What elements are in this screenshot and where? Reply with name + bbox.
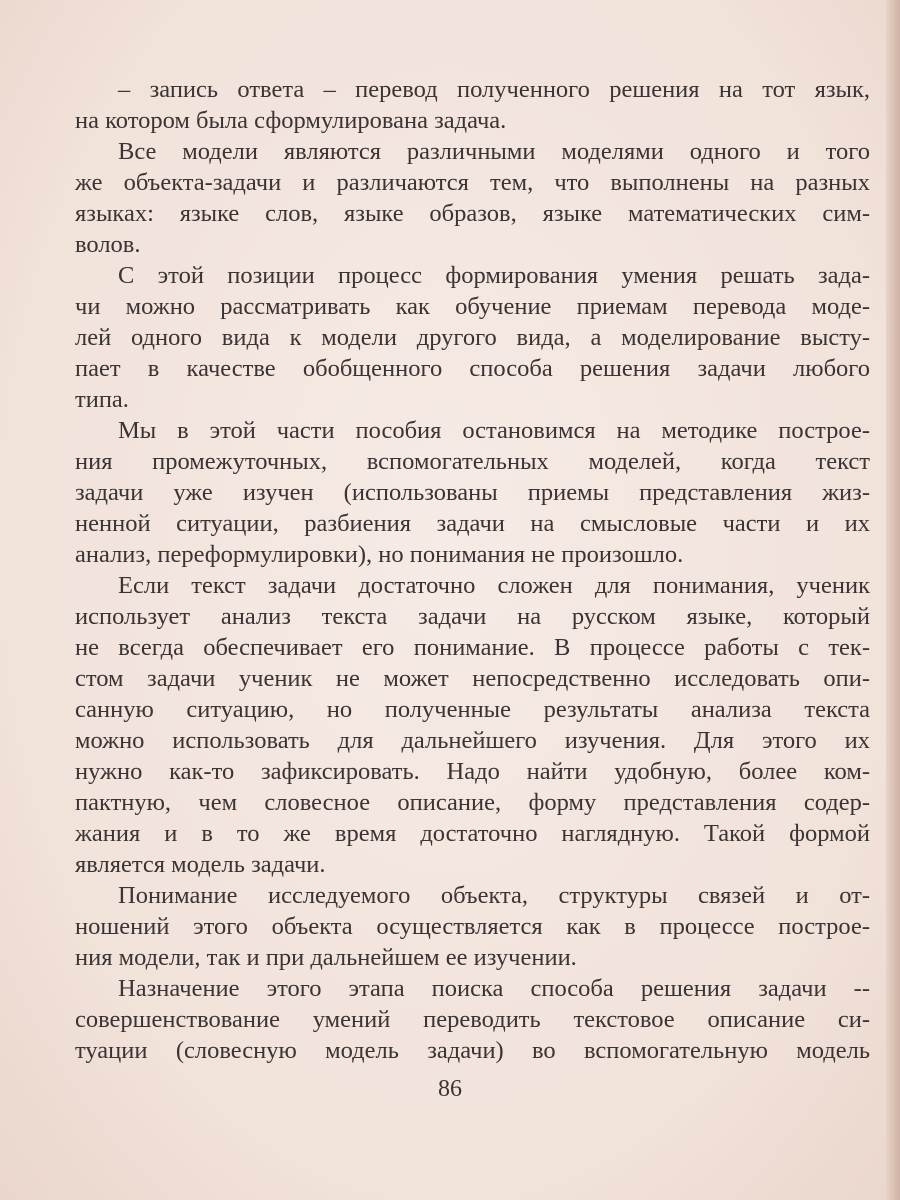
text-line: пает в качестве обобщенного способа решения задачи любого bbox=[75, 355, 870, 382]
text-line: анализ, переформулировки), но понимания не произошло. bbox=[75, 541, 684, 568]
text-line: Назначение этого этапа поиска способа решения задачи -- bbox=[118, 975, 870, 1002]
text-line: Если текст задачи достаточно сложен для понимания, ученик bbox=[118, 572, 870, 599]
page-edge bbox=[886, 0, 900, 1200]
text-line: – запись ответа – перевод полученного решения на тот язык, bbox=[118, 76, 870, 103]
text-line: ния модели, так и при дальнейшем ее изучении. bbox=[75, 944, 577, 971]
text-line: ненной ситуации, разбиения задачи на смысловые части и их bbox=[75, 510, 870, 537]
text-line: волов. bbox=[75, 231, 141, 258]
text-line: жания и в то же время достаточно наглядную. Такой формой bbox=[75, 820, 870, 847]
text-line: же объекта-задачи и различаются тем, что выполнены на разных bbox=[75, 169, 870, 196]
text-line: санную ситуацию, но полученные результаты анализа текста bbox=[75, 696, 870, 723]
text-line: ношений этого объекта осуществляется как в процессе построе- bbox=[75, 913, 870, 940]
text-line: Мы в этой части пособия остановимся на методике построе- bbox=[118, 417, 870, 444]
text-line: чи можно рассматривать как обучение приемам перевода моде- bbox=[75, 293, 870, 320]
text-line: Понимание исследуемого объекта, структуры связей и от- bbox=[118, 882, 870, 909]
page-number: 86 bbox=[438, 1076, 462, 1102]
text-line: языках: языке слов, языке образов, языке математических сим- bbox=[75, 200, 870, 227]
text-line: ния промежуточных, вспомогательных моделей, когда текст bbox=[75, 448, 870, 475]
text-line: является модель задачи. bbox=[75, 851, 326, 878]
text-line: туации (словесную модель задачи) во вспомогательную модель bbox=[75, 1037, 870, 1064]
text-line: Все модели являются различными моделями одного и того bbox=[118, 138, 870, 165]
text-line: С этой позиции процесс формирования умения решать зада- bbox=[118, 262, 870, 289]
text-line: типа. bbox=[75, 386, 129, 413]
text-line: стом задачи ученик не может непосредственно исследовать опи- bbox=[75, 665, 870, 692]
text-line: не всегда обеспечивает его понимание. В процессе работы с тек- bbox=[75, 634, 870, 661]
text-line: нужно как-то зафиксировать. Надо найти удобную, более ком- bbox=[75, 758, 870, 785]
text-line: пактную, чем словесное описание, форму представления содер- bbox=[75, 789, 870, 816]
text-line: можно использовать для дальнейшего изучения. Для этого их bbox=[75, 727, 870, 754]
text-line: на котором была сформулирована задача. bbox=[75, 107, 507, 134]
text-line: совершенствование умений переводить текстовое описание си- bbox=[75, 1006, 870, 1033]
text-line: лей одного вида к модели другого вида, а моделирование высту- bbox=[75, 324, 870, 351]
text-line: задачи уже изучен (использованы приемы представления жиз- bbox=[75, 479, 870, 506]
text-line: использует анализ текста задачи на русском языке, который bbox=[75, 603, 870, 630]
